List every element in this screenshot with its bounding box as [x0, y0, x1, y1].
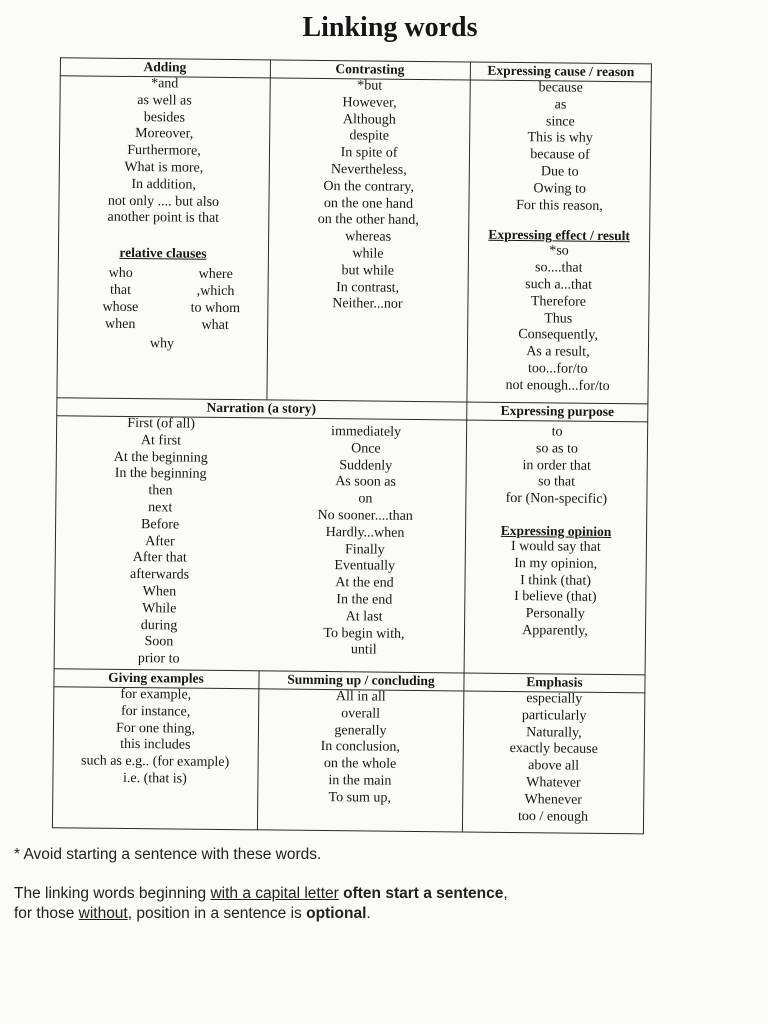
usage-note [14, 884, 508, 924]
list-item: besides [143, 109, 186, 126]
subsection-heading: Expressing effect / result [488, 227, 631, 244]
section-emphasis [462, 672, 646, 826]
section-heading: Expressing purpose [500, 402, 615, 420]
list-item: when [104, 316, 136, 333]
list-item: After [145, 533, 175, 550]
list-item: Before [140, 516, 180, 533]
list-item: I think (that) [520, 572, 591, 589]
list-item: Once [351, 441, 381, 457]
list-item: Naturally, [526, 724, 582, 741]
list-item: Thus [544, 310, 573, 327]
list-item: so....that [535, 260, 583, 276]
list-item: for example, [120, 686, 192, 703]
relative-col-last [127, 335, 197, 353]
word-list [462, 690, 645, 826]
word-list [465, 424, 648, 510]
list-item: as well as [137, 92, 192, 109]
list-item: In conclusion, [320, 739, 401, 756]
list-item: In spite of [340, 145, 398, 161]
section-adding [58, 57, 270, 352]
list-item: until [350, 642, 377, 658]
list-item: In the end [336, 592, 393, 608]
list-item: on the other hand, [317, 212, 419, 229]
list-item: whose [102, 299, 139, 316]
note-text: , position in a sentence is [127, 905, 307, 922]
list-item: When [142, 584, 177, 600]
list-item: First (of all) [127, 415, 196, 432]
word-list [267, 77, 469, 314]
list-item: such a...that [525, 277, 593, 293]
list-item: too...for/to [527, 361, 588, 377]
page-title: Linking words [302, 12, 478, 43]
list-item: especially [526, 691, 583, 707]
section-contrasting [267, 59, 470, 314]
list-item: so as to [535, 441, 579, 457]
note-text: for those [14, 905, 79, 922]
section-heading: Narration (a story) [206, 399, 317, 416]
subsection-heading: Expressing opinion [500, 522, 612, 540]
list-item: exactly because [509, 741, 598, 758]
list-item: While [142, 600, 177, 617]
list-item: despite [349, 128, 390, 145]
section-heading: Expressing cause / reason [487, 62, 635, 80]
note-text: , [503, 885, 508, 902]
section-narration [56, 397, 466, 667]
list-item: not enough...for/to [505, 377, 610, 394]
note-underlined-text: without [78, 905, 128, 922]
word-list [257, 688, 463, 808]
linking-words-table [30, 57, 655, 841]
list-item: Owing to [533, 180, 586, 197]
list-item: In my opinion, [514, 555, 598, 572]
list-item: while [352, 246, 384, 262]
list-item: above all [528, 758, 580, 774]
list-item: where [198, 266, 233, 283]
list-item: as [554, 97, 567, 113]
footnote: * Avoid starting a sentence with these words. [14, 846, 322, 863]
note-bold-text: often start a sentence [338, 885, 504, 902]
list-item: immediately [331, 424, 402, 440]
section-heading: Summing up / concluding [287, 671, 435, 689]
section-heading: Giving examples [108, 669, 204, 686]
list-item: On the contrary, [323, 178, 414, 195]
note-underlined-text: with a capital letter [210, 885, 339, 902]
list-item: ,which [196, 283, 235, 300]
list-item: not only .... but also [107, 193, 220, 210]
list-item: what [201, 317, 229, 334]
note-bold-text: optional [306, 905, 367, 922]
list-item: Whenever [524, 791, 583, 808]
list-item: on [358, 491, 373, 507]
list-item: another point is that [107, 210, 220, 227]
list-item: *so [549, 243, 569, 259]
list-item: This is why [527, 130, 593, 147]
list-item: that [109, 282, 132, 298]
list-item: In addition, [131, 176, 197, 193]
list-item: on the whole [323, 756, 397, 772]
list-item: this includes [120, 737, 191, 754]
list-item: After that [132, 550, 187, 566]
word-list [58, 75, 270, 228]
section-heading: Emphasis [526, 674, 583, 690]
word-list [52, 686, 258, 789]
list-item: Consequently, [518, 327, 598, 344]
list-item: for (Non-specific) [505, 491, 608, 508]
list-item: Moreover, [135, 126, 194, 143]
list-item: to [551, 424, 563, 440]
list-item: particularly [521, 707, 587, 724]
relative-clauses-grid [57, 264, 268, 356]
list-item: No sooner....than [317, 507, 413, 524]
list-item: Although [342, 111, 396, 128]
list-item: For this reason, [516, 197, 603, 214]
section-heading: Contrasting [335, 61, 405, 77]
list-item: *and [151, 76, 179, 92]
relative-col-right [175, 265, 256, 334]
list-item: Suddenly [339, 457, 393, 474]
list-item: generally [334, 722, 387, 739]
list-item: As soon as [335, 474, 396, 491]
list-item: Personally [525, 606, 585, 622]
word-list [468, 80, 651, 216]
list-item: on the one hand [323, 195, 414, 212]
list-item: for instance, [120, 703, 191, 720]
list-item: However, [342, 94, 397, 111]
list-item: To begin with, [323, 625, 405, 642]
list-item: i.e. (that is) [122, 770, 187, 787]
list-item: whereas [345, 229, 392, 245]
list-item: in the main [328, 773, 392, 789]
list-item: Therefore [530, 293, 587, 310]
list-item: As a result, [526, 344, 590, 360]
list-item: At the beginning [113, 449, 208, 466]
list-item: Apparently, [522, 623, 588, 639]
list-item: during [140, 617, 178, 634]
list-item: to whom [190, 300, 241, 317]
section-purpose [464, 402, 648, 642]
note-text: The linking words beginning [14, 885, 211, 902]
list-item: Neither...nor [332, 296, 403, 313]
list-item: *but [357, 78, 383, 94]
word-list [54, 415, 267, 669]
list-item: in order that [522, 457, 592, 474]
list-item: In the beginning [114, 466, 207, 483]
section-summing-up [257, 670, 463, 808]
list-item: Whatever [526, 775, 581, 791]
word-list [464, 538, 647, 641]
section-heading: Adding [143, 59, 187, 75]
list-item: afterwards [129, 567, 190, 583]
list-item: Hardly...when [325, 524, 405, 541]
note-text: . [366, 905, 371, 922]
list-item: At last [345, 609, 383, 625]
list-item: Furthermore, [127, 143, 201, 159]
section-examples [52, 668, 258, 789]
list-item: who [108, 265, 133, 282]
word-list [264, 423, 466, 660]
list-item: Due to [540, 164, 579, 180]
list-item: because [538, 80, 583, 96]
list-item: At the end [335, 575, 394, 591]
list-item: I would say that [510, 538, 601, 555]
section-cause [466, 62, 651, 396]
list-item: For one thing, [115, 720, 196, 737]
list-item: then [148, 483, 173, 499]
list-item: overall [341, 706, 381, 722]
list-item: why [149, 336, 175, 352]
list-item: Finally [344, 541, 385, 558]
list-item: but while [341, 262, 395, 279]
list-item: To sum up, [328, 789, 392, 806]
list-item: next [148, 500, 173, 516]
list-item: too / enough [517, 808, 589, 825]
list-item: such as e.g.. (for example) [80, 753, 230, 771]
list-item: because of [530, 147, 590, 163]
word-list [466, 243, 650, 396]
list-item: Nevertheless, [330, 162, 407, 178]
relative-col-left [85, 265, 156, 334]
list-item: prior to [137, 651, 180, 667]
subsection-heading: relative clauses [119, 245, 207, 261]
list-item: Eventually [334, 558, 396, 575]
list-item: I believe (that) [514, 589, 597, 606]
list-item: All in all [335, 689, 386, 705]
list-item: In contrast, [336, 279, 400, 296]
list-item: What is more, [124, 159, 204, 176]
list-item: since [545, 113, 575, 130]
list-item: At first [140, 432, 182, 449]
list-item: Soon [144, 634, 174, 650]
list-item: so that [538, 474, 576, 491]
